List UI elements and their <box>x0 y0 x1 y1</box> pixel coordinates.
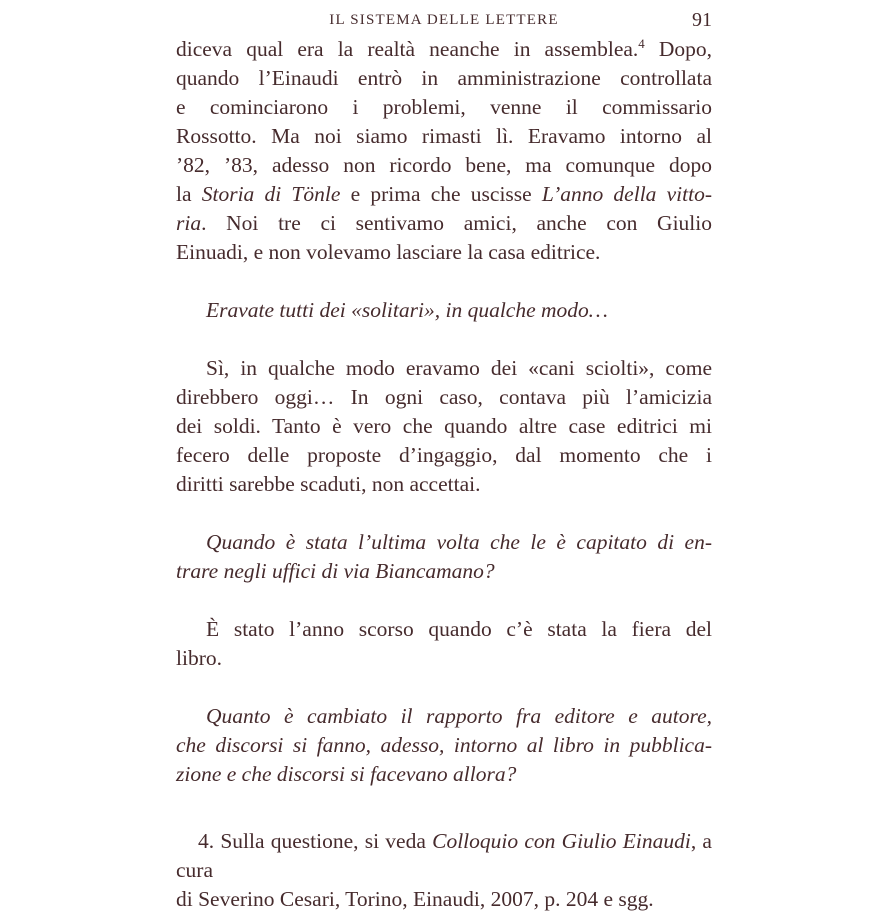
text-segment: quando l’Einaudi entrò in amministrazione controllata <box>176 66 712 90</box>
answer-paragraph <box>176 354 712 499</box>
text-segment: È stato l’anno scorso quando c’è stata la fiera del <box>206 617 712 641</box>
text-line <box>176 760 712 789</box>
text-segment: direbbero oggi… In ogni caso, contava più l’amicizia <box>176 385 712 409</box>
text-line <box>176 151 712 180</box>
text-segment: libro. <box>176 646 222 670</box>
text-segment: Sì, in qualche modo eravamo dei «cani sciolti», come <box>206 356 712 380</box>
text-line <box>176 209 712 238</box>
text-segment: zione e che discorsi si facevano allora? <box>176 762 517 786</box>
text-segment: e cominciarono i problemi, venne il commissario <box>176 95 712 119</box>
text-line <box>176 354 712 383</box>
text-segment: diritti sarebbe scaduti, non accettai. <box>176 472 481 496</box>
text-line <box>176 35 712 64</box>
text-segment: Rossotto. Ma noi siamo rimasti lì. Eravamo intorno al <box>176 124 712 148</box>
text-line <box>176 296 712 325</box>
text-segment: Quanto è cambiato il rapporto fra editore e autore, <box>206 704 712 728</box>
running-title: IL SISTEMA DELLE LETTERE <box>329 12 559 28</box>
footnote-paragraph <box>176 827 712 914</box>
text-line <box>176 557 712 586</box>
text-line <box>176 441 712 470</box>
text-segment: Storia di Tönle <box>201 182 341 206</box>
text-segment: e prima che uscisse <box>340 182 542 206</box>
text-line <box>176 180 712 209</box>
page-number: 91 <box>692 9 712 31</box>
text-line <box>176 64 712 93</box>
answer-paragraph <box>176 615 712 673</box>
text-segment: ria <box>176 211 202 235</box>
text-segment: che discorsi si fanno, adesso, intorno al libro in pubblica- <box>176 733 712 757</box>
text-segment: Einuadi, e non volevamo lasciare la casa editrice. <box>176 240 601 264</box>
text-segment: Dopo, <box>644 37 712 61</box>
question-paragraph <box>176 528 712 586</box>
text-line <box>176 615 712 644</box>
text-line <box>176 412 712 441</box>
text-segment: trare negli uffici di via Biancamano? <box>176 559 495 583</box>
text-line <box>176 885 712 914</box>
footnote <box>176 827 712 914</box>
text-segment: la <box>176 182 202 206</box>
text-segment: Eravate tutti dei «solitari», in qualche modo… <box>206 298 608 322</box>
text-line <box>176 238 712 267</box>
footnote-reference: 4 <box>638 36 645 51</box>
text-line <box>176 383 712 412</box>
text-segment: . Noi tre ci sentivamo amici, anche con Giulio <box>201 211 712 235</box>
text-segment: Colloquio con Giulio Einaudi <box>432 829 691 853</box>
text-segment: L’anno della vitto- <box>541 182 713 206</box>
text-block <box>176 35 712 789</box>
text-segment: di Severino Cesari, Torino, Einaudi, 2007, p. 204 e sgg. <box>176 887 654 911</box>
question-paragraph <box>176 296 712 325</box>
text-line <box>176 470 712 499</box>
text-line <box>176 731 712 760</box>
text-segment: dei soldi. Tanto è vero che quando altre case editrici mi <box>176 414 712 438</box>
text-segment: 4. Sulla questione, si veda <box>198 829 433 853</box>
body-paragraph <box>176 35 712 267</box>
text-line <box>176 122 712 151</box>
text-line <box>176 93 712 122</box>
text-line <box>176 827 712 885</box>
text-segment: Quando è stata l’ultima volta che le è capitato di en- <box>206 530 712 554</box>
text-segment: diceva qual era la realtà neanche in assemblea. <box>176 37 639 61</box>
text-segment: , a cura <box>176 829 712 882</box>
text-segment: fecero delle proposte d’ingaggio, dal momento che i <box>176 443 712 467</box>
text-segment: ’82, ’83, adesso non ricordo bene, ma comunque dopo <box>176 153 712 177</box>
question-paragraph <box>176 702 712 789</box>
text-line <box>176 528 712 557</box>
text-line <box>176 644 712 673</box>
text-line <box>176 702 712 731</box>
page-header <box>176 8 712 35</box>
